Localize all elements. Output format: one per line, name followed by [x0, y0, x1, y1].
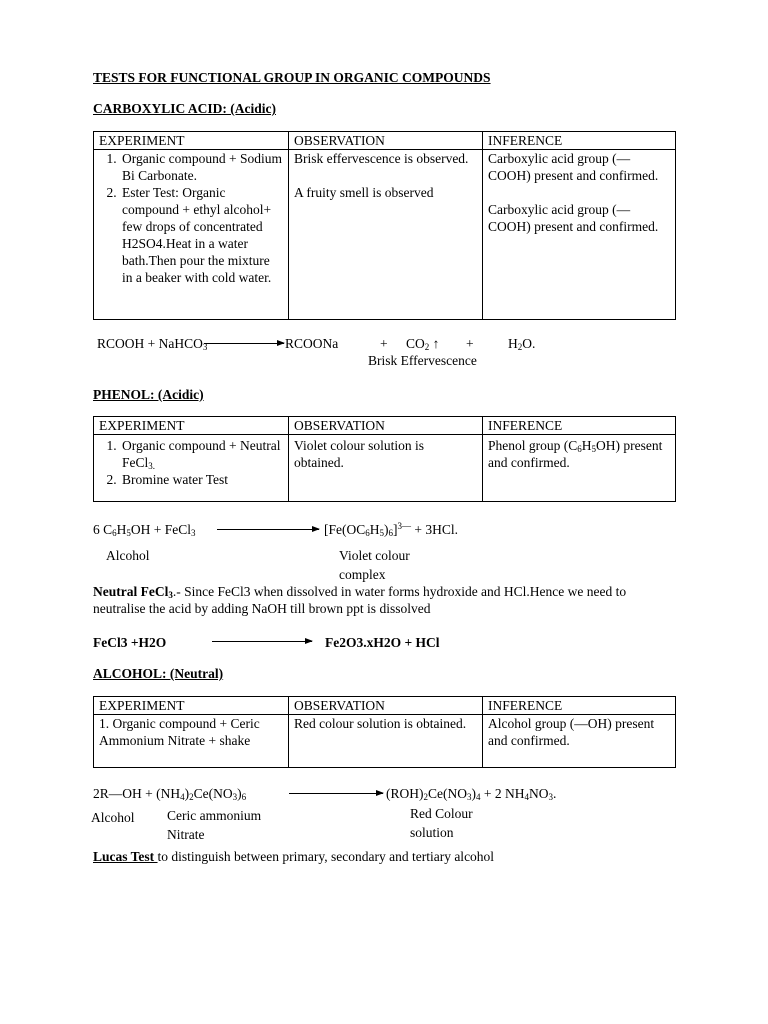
carboxylic-heading: CARBOXYLIC ACID: (Acidic) [93, 101, 276, 116]
alcohol-label-solution: solution [410, 825, 454, 840]
fecl3-equation-lhs: FeCl3 +H2O [93, 635, 167, 650]
carboxylic-inferences [483, 150, 676, 320]
reaction-arrow [289, 793, 383, 794]
carboxylic-obs-2: A fruity smell is observed [294, 185, 434, 200]
alcohol-exp-1: 1. Organic compound + Ceric Ammonium Nitrate + shake [94, 715, 289, 768]
plus-sign: + [380, 336, 388, 351]
reaction-arrow [217, 529, 319, 530]
phenol-equation-lhs: 6 $C_6H_5OH$ + FeCl$_3$ [93, 522, 196, 538]
phenol-inf-1: Phenol group $(C_6H_5OH)$ present and confirmed. [483, 435, 676, 502]
carboxylic-table [93, 131, 676, 320]
phenol-equation-rhs: $[Fe(OC_6H_5)_6]^{3—} + 3HCl$. [324, 521, 458, 538]
alcohol-equation-rhs: $(ROH)_2Ce(NO_3)_4 + 2$ $NH_4NO_3$. [386, 786, 557, 802]
carboxylic-exp-2: 2. Ester Test: Organic compound + ethyl alcohol+ few drops of concentrated H2SO4.Heat in a water bath.Then pour the mixture in a beaker with cold water. [120, 184, 283, 286]
alcohol-label-red: Red Colour [410, 806, 473, 821]
phenol-exp-1: 1. Organic compound + Neutral FeCl$_{3.}$ [120, 437, 283, 471]
phenol-label-alcohol: Alcohol [106, 548, 150, 563]
reaction-arrow [212, 641, 312, 642]
header-experiment: EXPERIMENT [94, 417, 289, 435]
alcohol-obs-1: Red colour solution is obtained. [289, 715, 483, 768]
carboxylic-inf-1: Carboxylic acid group (—COOH) present and confirmed. [488, 151, 659, 183]
header-inference: INFERENCE [483, 132, 676, 150]
fecl3-equation-rhs: Fe2O3.xH2O + HCl [325, 635, 440, 650]
phenol-exp-2: 2. Bromine water Test [120, 471, 283, 488]
header-inference: INFERENCE [483, 417, 676, 435]
alcohol-equation-lhs: 2R—OH + $(NH_4)_2Ce(NO_3)_6$ [93, 786, 247, 802]
phenol-experiments [94, 435, 289, 502]
carboxylic-product-h2o: $H_2O$. [508, 336, 536, 352]
alcohol-label-ceric: Ceric ammonium [167, 808, 262, 823]
carboxylic-inf-2: Carboxylic acid group (—COOH) present and confirmed. [488, 202, 659, 234]
header-observation: OBSERVATION [289, 417, 483, 435]
alcohol-label-alcohol: Alcohol [91, 810, 135, 825]
alcohol-heading: ALCOHOL: (Neutral) [93, 666, 224, 681]
carboxylic-equation-note: Brisk Effervescence [368, 353, 477, 368]
alcohol-table [93, 696, 676, 768]
alcohol-inf-1: Alcohol group (—OH) present and confirmed. [483, 715, 676, 768]
phenol-heading: PHENOL: (Acidic) [93, 387, 204, 402]
header-experiment: EXPERIMENT [94, 132, 289, 150]
header-observation: OBSERVATION [289, 132, 483, 150]
carboxylic-obs-1: Brisk effervescence is observed. [294, 151, 469, 166]
phenol-obs-1: Violet colour solution is obtained. [289, 435, 483, 502]
carboxylic-exp-1: 1. Organic compound + Sodium Bi Carbonate. [120, 150, 283, 184]
carboxylic-equation-lhs: RCOOH + NaHCO$_3$ [97, 336, 208, 352]
phenol-label-complex: complex [339, 567, 386, 582]
phenol-table [93, 416, 676, 502]
carboxylic-product-1: RCOONa [285, 336, 339, 351]
carboxylic-product-co2: $CO_2$ ↑ [406, 336, 440, 352]
header-experiment: EXPERIMENT [94, 697, 289, 715]
plus-sign: + [466, 336, 474, 351]
phenol-label-violet: Violet colour [339, 548, 410, 563]
page-title: TESTS FOR FUNCTIONAL GROUP IN ORGANIC COMPOUNDS [93, 70, 491, 85]
lucas-test-note: Lucas Test to distinguish between primary, secondary and tertiary alcohol [93, 849, 495, 864]
reaction-arrow [204, 343, 284, 344]
alcohol-label-nitrate: Nitrate [167, 827, 205, 842]
neutral-fecl3-note: Neutral FeCl$_3$.- Since FeCl3 when dissolved in water forms hydroxide and HCl.Hence we need to neutralise the acid by adding NaOH till brown ppt is dissolved [93, 584, 627, 616]
header-inference: INFERENCE [483, 697, 676, 715]
carboxylic-experiments [94, 150, 289, 320]
carboxylic-observations [289, 150, 483, 320]
header-observation: OBSERVATION [289, 697, 483, 715]
